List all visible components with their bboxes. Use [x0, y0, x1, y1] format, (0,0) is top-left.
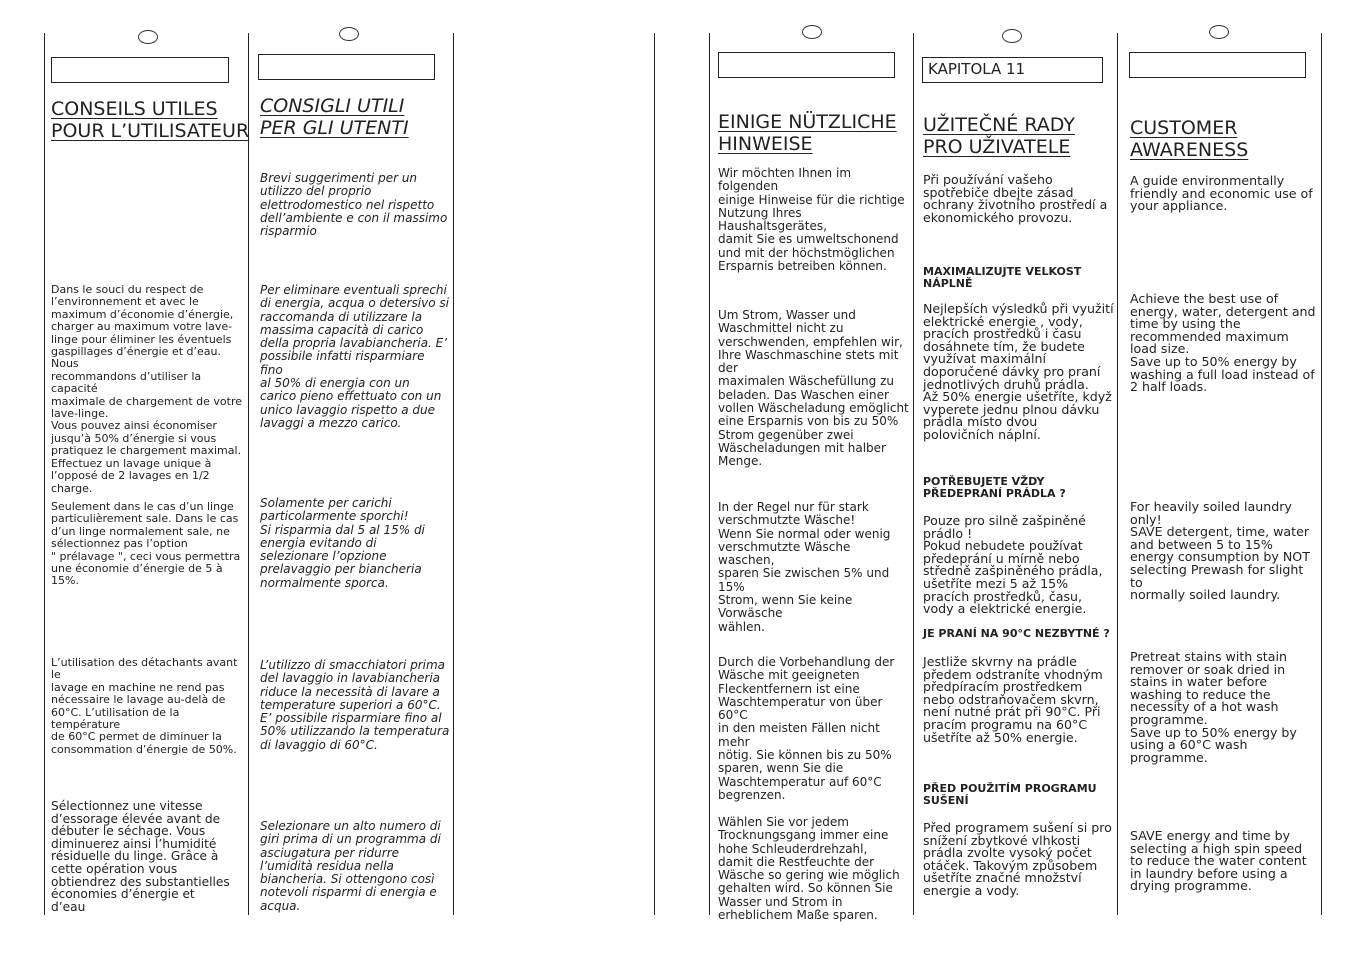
paragraph-de-load: Um Strom, Wasser und Waschmittel nicht zu verschwenden, empfehlen wir, Ihre Waschmaschine stets mit der maximalen Wäschefüllung zu beladen. Das Waschen einer vollen Wäscheladung emöglicht eine Ersparnis von bis zu 50% Strom gegenüber zwei Wäscheladungen mit halber Menge. — [718, 308, 909, 469]
paragraph-fr-stains: L’utilisation des détachants avant le lavage en machine ne rend pas nécessaire le lavage au-delà de 60°C. L’utilisation de la température de 60°C permet de diminuer la consommation d’énergie de 50%. — [51, 656, 238, 756]
chapter-header-box — [51, 57, 229, 83]
chapter-header-box — [922, 57, 1103, 83]
section-title-cz: UŽITEČNÉ RADY PRO UŽIVATELE — [923, 114, 1075, 158]
paragraph-fr-prewash: Seulement dans le cas d’un linge particulièrement sale. Dans le cas d’un linge normalement sale, ne sélectionnez pas l’option " prélavage ", ceci vous permettra une économie d’énergie de 5 à 15%. — [51, 500, 241, 588]
paragraph-de-prewash: In der Regel nur für stark verschmutzte Wäsche! Wenn Sie normal oder wenig verschmutzte Wäsche waschen, sparen Sie zwischen 5% und 15% Strom, wenn Sie keine Vorwäsche wählen. — [718, 500, 891, 634]
paragraph-de-intro: Wir möchten Ihnen im folgenden einige Hinweise für die richtige Nutzung Ihres Haushaltsgerätes, damit Sie es umweltschonend und mit der höchstmöglichen Ersparnis betreiben können. — [718, 166, 905, 274]
paragraph-fr-spin: Sélectionnez une vitesse d’essorage élevée avant de débuter le séchage. Vous diminuerez ainsi l’humidité résiduelle du linge. Grâce à cette opération vous obtiendrez des substantielles économies d’énergie et d’eau — [51, 799, 230, 914]
column-divider — [1321, 33, 1322, 915]
chapter-header-box — [258, 54, 435, 80]
section-title-fr: CONSEILS UTILES POUR L’UTILISATEUR — [51, 98, 250, 142]
column-divider — [709, 33, 710, 915]
paragraph-cz-spin: Před programem sušení si pro snížení zbytkové vlhkosti prádla zvolte vysoký počet otáček. Takovým způsobem ušetříte značné množství energie a vody. — [923, 820, 1112, 898]
paragraph-en-prewash: For heavily soiled laundry only! SAVE detergent, time, water and between 5 to 15% energy consumption by NOT selecting Prewash for slight to normally soiled laundry. — [1130, 499, 1310, 603]
column-divider — [248, 33, 249, 915]
paragraph-en-intro: A guide environmentally friendly and economic use of your appliance. — [1130, 173, 1313, 214]
section-title-en: CUSTOMER AWARENESS — [1130, 117, 1249, 161]
heading-cz-drying: PŘED POUŽITÍM PROGRAMU SUŠENÍ — [923, 782, 1097, 807]
language-oval-icon — [339, 27, 359, 41]
paragraph-fr-load: Dans le souci du respect de l’environnement et avec le maximum d’économie d’énergie, charger au maximum votre lave- linge pour éliminer les éventuels gaspillages d’énergie et d’eau. Nous recommandons d’utiliser la capacité maximale de chargement de votre lave-linge. Vous pouvez ainsi économiser jusqu’à 50% d’énergie si vous pratiquez le chargement maximal. Effectuez un lavage unique à l’opposé de 2 lavages en 1/2 charge. — [51, 283, 242, 495]
column-divider — [453, 33, 454, 915]
paragraph-it-stains: L’utilizzo di smacchiatori prima del lavaggio in lavabiancheria riduce la necessità di lavare a temperature superiori a 60°C. E’ possibile risparmiare fino al 50% utilizzando la temperatura di lavaggio di 60°C. — [260, 658, 450, 752]
chapter-label: KAPITOLA 11 — [928, 60, 1026, 78]
paragraph-cz-stains: Jestliže skvrny na prádle předem odstraníte vhodným předpíracím prostředkem nebo odstraňovačem skvrn, není nutné prát při 90°C. Při pracím programu na 60°C ušetříte až 50% energie. — [923, 654, 1103, 745]
paragraph-de-stains: Durch die Vorbehandlung der Wäsche mit geeigneten Fleckentfernern ist eine Waschtemperatur von über 60°C in den meisten Fällen nicht mehr nötig. Sie können bis zu 50% sparen, wenn Sie die Waschtemperatur auf 60°C begrenzen. — [718, 655, 895, 802]
section-title-it: CONSIGLI UTILI PER GLI UTENTI — [260, 95, 409, 139]
paragraph-it-load: Per eliminare eventuali sprechi di energia, acqua o detersivo si raccomanda di utilizzare la massima capacità di carico della propria lavabiancheria. E’ possibile infatti risparmiare fino al 50% di energia con un carico pieno effettuato con un unico lavaggio rispetto a due lavaggi a mezzo carico. — [260, 283, 449, 430]
heading-cz-load: MAXIMALIZUJTE VELKOST NÁPLNĚ — [923, 265, 1082, 290]
paragraph-cz-prewash: Pouze pro silně zašpiněné prádlo ! Pokud nebudete používat předeprání u mírně nebo středně zašpiněného prádla, ušetříte mezi 5 až 15% pracích prostředků, času, vody a elektrické energie. — [923, 513, 1103, 617]
section-title-de: EINIGE NÜTZLICHE HINWEISE — [718, 111, 897, 155]
column-divider — [44, 33, 45, 915]
language-oval-icon — [1209, 25, 1229, 39]
paragraph-en-spin: SAVE energy and time by selecting a high spin speed to reduce the water content in laundry before using a drying programme. — [1130, 828, 1307, 894]
language-oval-icon — [802, 25, 822, 39]
column-divider — [654, 33, 655, 915]
paragraph-en-load: Achieve the best use of energy, water, detergent and time by using the recommended maximum load size. Save up to 50% energy by washing a full load instead of 2 half loads. — [1130, 291, 1316, 395]
paragraph-cz-intro: Při používání vašeho spotřebiče dbejte zásad ochrany životního prostředí a ekonomického provozu. — [923, 172, 1108, 225]
column-divider — [1117, 33, 1118, 915]
heading-cz-temperature: JE PRANÍ NA 90°C NEZBYTNÉ ? — [923, 627, 1110, 640]
paragraph-it-spin: Selezionare un alto numero di giri prima di un programma di asciugatura per ridurre l’umidità residua nella biancheria. Si ottengono così notevoli risparmi di energia e acqua. — [260, 819, 441, 913]
paragraph-de-spin: Wählen Sie vor jedem Trocknungsgang immer eine hohe Schleuderdrehzahl, damit die Restfeuchte der Wäsche so gering wie möglich gehalten wird. So können Sie Wasser und Strom in erheblichem Maße sparen. — [718, 815, 900, 923]
chapter-header-box — [1129, 52, 1306, 78]
language-oval-icon — [138, 30, 158, 44]
paragraph-cz-load: Nejlepších výsledků při využití elektrické energie , vody, pracích prostředků i času dosáhnete tím, že budete využívat maximální doporučené dávky pro praní jednotlivých druhů prádla. Až 50% energie ušetříte, když vyperete jednu plnou dávku prádla místo dvou polovičních náplní. — [923, 301, 1114, 442]
paragraph-en-stains: Pretreat stains with stain remover or soak dried in stains in water before washing to reduce the necessity of a hot wash programme. Save up to 50% energy by using a 60°C wash programme. — [1130, 649, 1297, 765]
column-divider — [913, 33, 914, 915]
paragraph-it-prewash: Solamente per carichi particolarmente sporchi! Si risparmia dal 5 al 15% di energia evitando di selezionare l’opzione prelavaggio per biancheria normalmente sporca. — [260, 496, 425, 590]
language-oval-icon — [1002, 29, 1022, 43]
chapter-header-box — [718, 52, 895, 78]
paragraph-it-intro: Brevi suggerimenti per un utilizzo del proprio elettrodomestico nel rispetto dell’ambiente e con il massimo risparmio — [260, 171, 448, 239]
heading-cz-prewash: POTŘEBUJETE VŽDY PŘEDEPRANÍ PRÁDLA ? — [923, 475, 1066, 500]
